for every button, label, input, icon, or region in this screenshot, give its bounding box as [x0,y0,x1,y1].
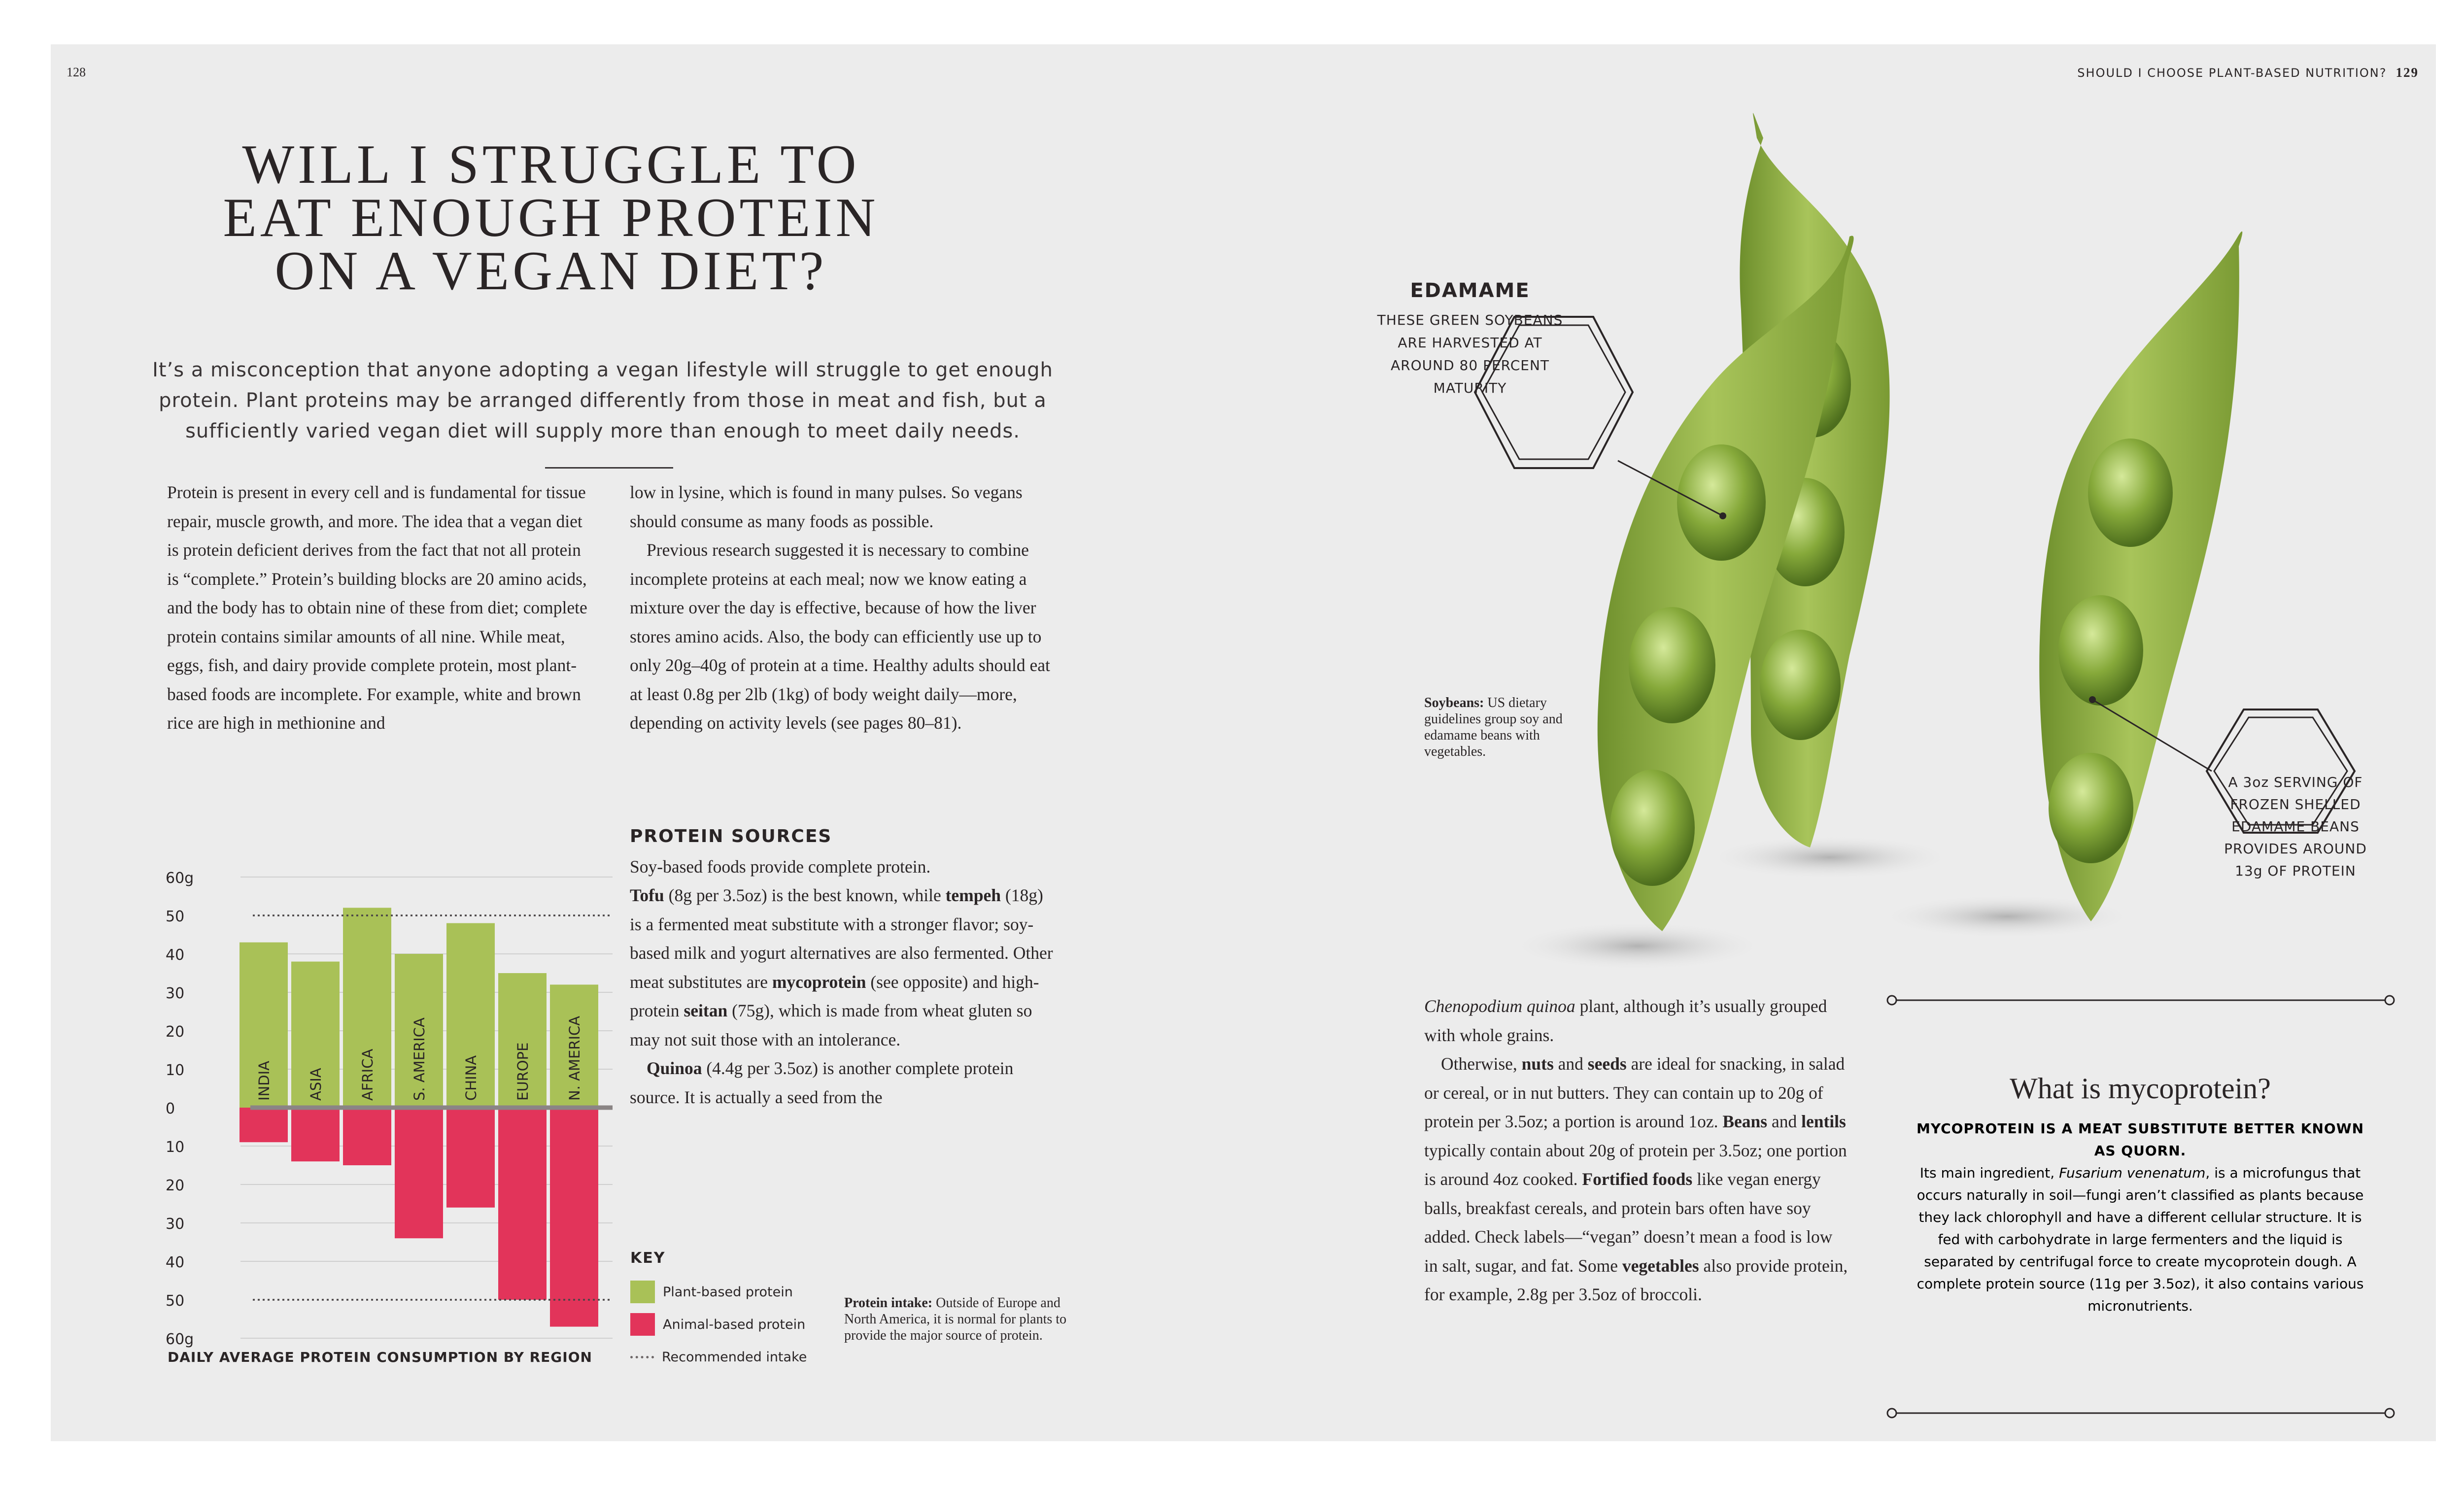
body-paragraph: Protein is present in every cell and is fundamental for tissue repair, muscle growth, and more. The idea that a vegan diet is protein deficient derives from the fact that not all protein is “complete.” Protein’s building blocks are 20 amino acids, and the body has to obtain nine of these from diet; complete protein contains similar amounts of all nine. While meat, eggs, fish, and dairy provide complete protein, most plant-based foods are incomplete. For example, white and brown rice are high in methionine and [167,482,587,733]
text-run: plant, although it’s usually grouped with whole grains. [1424,996,1827,1045]
bold-term: lentils [1801,1112,1846,1131]
title-line: WILL I STRUGGLE TO [242,134,860,195]
text-run: , is a microfungus that occurs naturally in soil—fungi aren’t classified as plants because they lack chlorophyll and have a different cellular structure. It is fed with carbohydrate in large fermenters and the liquid is separated by centrifugal force to create mycoprotein dough. A complete protein source (11g per 3.5oz), it also contains various micronutrients. [1916,1165,2364,1314]
pod-shadow [1509,921,1766,971]
animal-protein-bar [395,1108,443,1238]
edamame-bean [2058,595,2143,706]
bold-term: vegetables [1622,1255,1699,1276]
text-run: Otherwise, [1441,1054,1522,1074]
body-paragraph [630,852,1059,1054]
y-tick-label: 20 [166,1023,185,1041]
category-label: INDIA [256,1061,273,1101]
category-label: N. AMERICA [566,1015,583,1101]
key-item-plant [630,1276,807,1308]
y-tick-label: 40 [166,1254,185,1271]
body-column-3 [1424,992,1848,1309]
callout-dot [2089,696,2096,703]
bold-term: tempeh [945,885,1001,905]
animal-protein-bar [498,1108,547,1300]
protein-consumption-chart [51,44,632,1375]
note-label: Protein intake: [844,1295,933,1311]
left-page-number: 128 [67,65,86,79]
category-label: CHINA [463,1055,479,1101]
edamame-bean [1760,630,1841,740]
y-tick-label: 40 [166,946,185,964]
edamame-bean [1610,770,1695,886]
category-label: S. AMERICA [411,1017,428,1101]
note-text: Outside of Europe and North America, it is normal for plants to provide the major source of protein. [844,1295,1067,1343]
y-tick-label: 60g [166,1331,194,1348]
protein-sources-heading: PROTEIN SOURCES [630,826,832,846]
text-run: (18g) is a fermented meat substitute with a stronger flavor; soy-based milk and yogurt alternatives are also fermented. Other meat substitutes are [630,885,1053,992]
bold-term: Beans [1722,1112,1768,1131]
edamame-bean [1629,607,1715,723]
text-run: are ideal for snacking, in salad or cereal, or in nut butters. They can contain up to 20g of protein per 3.5oz; a portion is around 1oz. [1424,1054,1845,1131]
italic-term: Chenopodium quinoa [1424,996,1575,1016]
note-text: US dietary guidelines group soy and edamame beans with vegetables. [1424,695,1563,759]
text-run: (8g per 3.5oz) is the best known, while [664,885,946,905]
text-run: and [1767,1112,1802,1131]
edamame-text: THESE GREEN SOYBEANS ARE HARVESTED AT AROUND 80 PERCENT MATURITY [1377,312,1563,396]
body-paragraph: low in lysine, which is found in many pulses. So vegans should consume as many foods as possible. [630,482,1023,531]
key-label: Plant-based protein [663,1284,793,1300]
key-item-recommended [630,1341,807,1373]
mycoprotein-title: What is mycoprotein? [2010,1072,2271,1105]
text-run: typically contain about 20g of protein per 3.5oz; one portion is around 4oz cooked. [1424,1140,1847,1189]
body-paragraph: Previous research suggested it is necessary to combine incomplete proteins at each meal; now we know eating a mixture over the day is effective, because of how the liver stores amino acids. Also, the body can efficiently use up to only 20g–40g of protein at a time. Healthy adults should eat at least 0.8g per 2lb (1kg) of body weight daily—more, depending on activity levels (see pages 80–81). [630,540,1050,733]
bold-term: mycoprotein [772,972,866,992]
key-item-animal [630,1308,807,1341]
animal-protein-bar [343,1108,391,1165]
section-title: SHOULD I CHOOSE PLANT-BASED NUTRITION? [2077,66,2387,80]
chart-caption: DAILY AVERAGE PROTEIN CONSUMPTION BY REGION [168,1349,592,1365]
text-run: (4.4g per 3.5oz) is another complete protein source. It is actually a seed from the [630,1058,1014,1107]
title-line: EAT ENOUGH PROTEIN [223,187,879,248]
key-label: Recommended intake [662,1349,807,1365]
bold-term: Fortified foods [1582,1169,1693,1189]
pod-shadow [1707,835,1953,879]
rule-end-ornament [2385,996,2394,1005]
animal-protein-bar [291,1108,340,1161]
animal-protein-bar [446,1108,495,1208]
text-run: (75g), which is made from wheat gluten so may not suit those with an intolerance. [630,1001,1032,1049]
bold-term: nuts [1521,1054,1554,1074]
body-paragraph [1424,992,1848,1049]
edamame-bean [1677,444,1766,561]
mycoprotein-text [1914,1162,2367,1317]
intro-paragraph: It’s a misconception that anyone adopting a vegan lifestyle will struggle to get enough protein. Plant proteins may be arranged differently from those in meat and fish, but a sufficiently varied vegan diet will supply more than enough to meet daily needs. [152,359,1053,442]
running-header [2077,65,2419,80]
bold-term: Quinoa [647,1058,702,1078]
edamame-callout [1367,279,1574,400]
category-label: AFRICA [359,1048,376,1101]
animal-protein-bar [240,1108,288,1142]
italic-term: Fusarium venenatum [2059,1165,2206,1181]
rule-end-ornament [2385,1409,2394,1418]
note-label: Soybeans: [1424,695,1484,710]
book-spread [51,44,2436,1441]
bold-term: Tofu [630,885,664,905]
category-label: EUROPE [514,1042,531,1101]
y-tick-label: 30 [166,985,185,1002]
y-tick-label: 10 [166,1139,185,1156]
soybeans-note [1424,695,1582,760]
right-page-number: 129 [2396,65,2419,80]
text-run: Its main ingredient, [1919,1165,2059,1181]
rule-end-ornament [1887,996,1896,1005]
title-line: ON A VEGAN DIET? [274,240,827,302]
mycoprotein-subtitle: MYCOPROTEIN IS A MEAT SUBSTITUTE BETTER KNOWN AS QUORN. [1916,1120,2364,1159]
body-paragraph [1424,1049,1848,1309]
animal-protein-bar [550,1108,598,1327]
animal-swatch [630,1313,655,1336]
body-column-2 [630,478,1059,738]
y-tick-label: 50 [166,1292,185,1310]
protein-sources-section [630,822,1059,1112]
key-label: Animal-based protein [663,1317,806,1332]
text-run: and [1553,1054,1588,1074]
text-run: like vegan energy balls, breakfast cereals, and protein bars often have soy added. Check labels—“vegan” doesn’t mean a food is low in salt, sugar, and fat. Some [1424,1169,1833,1276]
y-tick-label: 10 [166,1062,185,1079]
y-tick-label: 30 [166,1216,185,1233]
text-run: Soy-based foods provide complete protein. [630,856,931,877]
plant-swatch [630,1281,655,1303]
y-tick-label: 0 [166,1100,175,1117]
edamame-bean [2049,753,2133,863]
serving-callout: A 3oz SERVING OF FROZEN SHELLED EDAMAME BEANS PROVIDES AROUND 13g OF PROTEIN [2224,774,2367,879]
edamame-title: EDAMAME [1410,279,1530,302]
text-run: (see opposite) and high-protein [630,972,1039,1020]
rule-end-ornament [1887,1409,1896,1418]
dotted-line-swatch [630,1356,654,1358]
text-run: also provide protein, for example, 2.8g per 3.5oz of broccoli. [1424,1255,1848,1304]
callout-dot [1719,512,1726,519]
edamame-bean [2088,439,2173,547]
chart-key [630,1250,807,1373]
mycoprotein-box [1914,1072,2367,1317]
bold-term: seeds [1587,1054,1627,1074]
y-tick-label: 50 [166,908,185,925]
body-paragraph [630,1054,1059,1112]
category-label: ASIA [308,1068,324,1101]
y-tick-label: 60g [166,870,194,887]
y-tick-label: 20 [166,1177,185,1194]
protein-intake-note [844,1295,1076,1344]
key-title: KEY [630,1250,666,1267]
bold-term: seitan [684,1001,728,1020]
